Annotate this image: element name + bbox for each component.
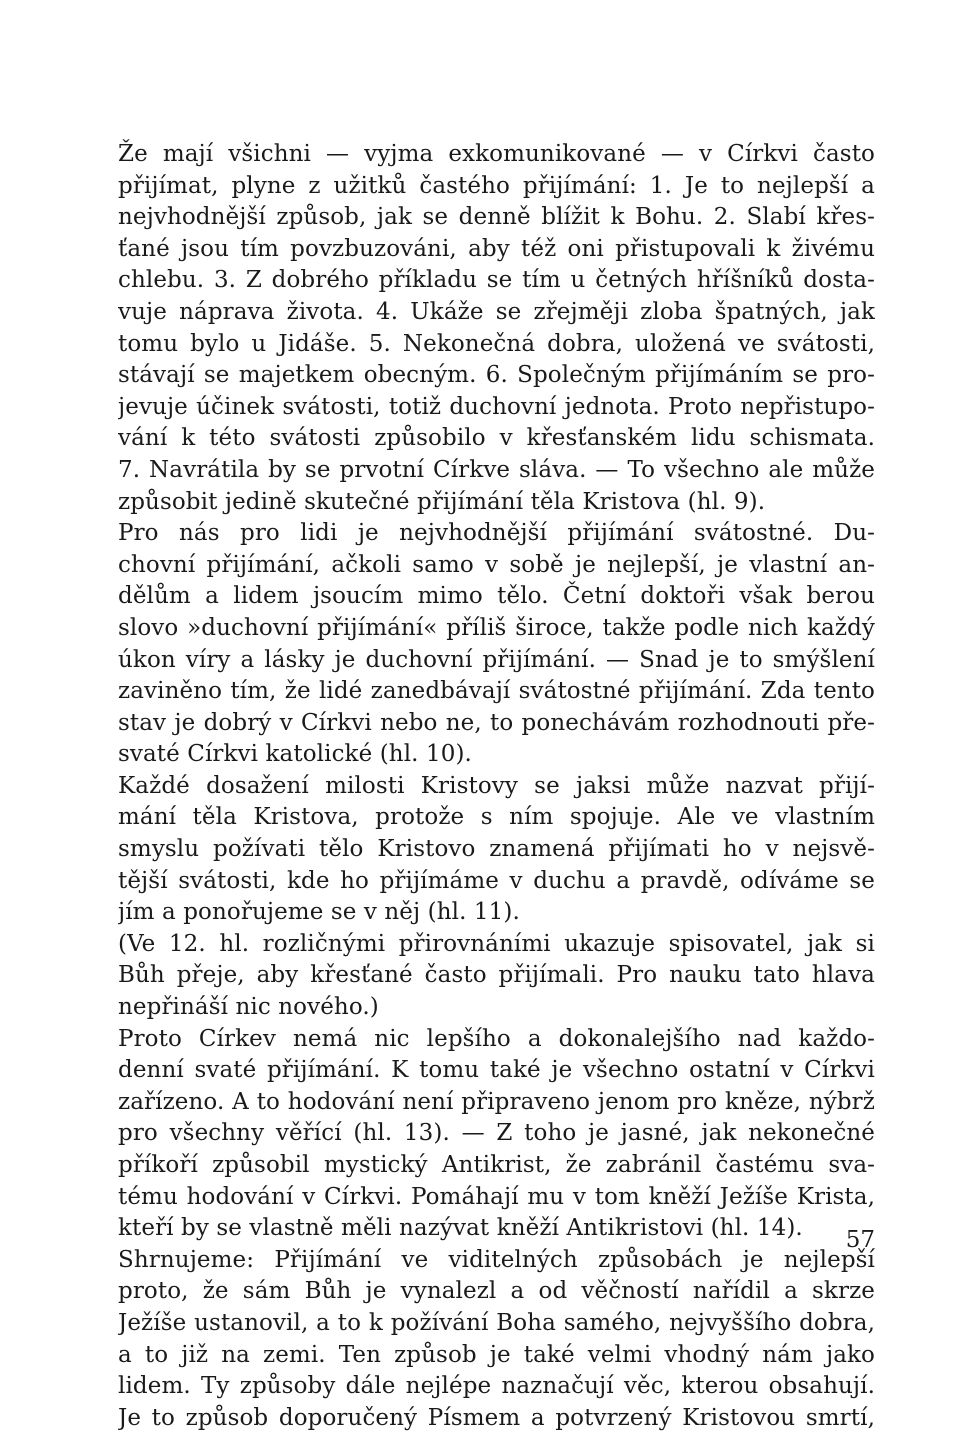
text-line: Ježíše ustanovil, a to k požívání Boha samého, nejvyššího dobra, xyxy=(118,1309,875,1336)
text-line: smyslu požívati tělo Kristovo znamená přijímati ho v nejsvě- xyxy=(118,836,875,863)
text-line: lidem. Ty způsoby dále nejlépe naznačují věc, kterou obsahují. xyxy=(118,1373,875,1400)
text-line: nepřináší nic nového.) xyxy=(118,994,379,1021)
text-line: (Ve 12. hl. rozličnými přirovnáními ukazuje spisovatel, jak si xyxy=(118,930,875,957)
text-line: svaté Církvi katolické (hl. 10). xyxy=(118,741,472,768)
page-number: 57 xyxy=(845,1227,875,1253)
text-line: stav je dobrý v Církvi nebo ne, to ponechávám rozhodnouti pře- xyxy=(118,709,875,736)
text-line: dělům a lidem jsoucím mimo tělo. Četní doktoři však berou xyxy=(118,583,875,610)
text-line: Pro nás pro lidi je nejvhodnější přijímání svátostné. Du- xyxy=(118,520,875,547)
text-line: chlebu. 3. Z dobrého příkladu se tím u četných hříšníků dosta- xyxy=(118,267,875,294)
page-text xyxy=(118,139,875,1434)
text-line: 7. Navrátila by se prvotní Církve sláva. — To všechno ale může xyxy=(118,456,875,483)
text-line: a to již na zemi. Ten způsob je také velmi vhodný nám jako xyxy=(118,1341,875,1368)
text-line: pro všechny věřící (hl. 13). — Z toho je jasné, jak nekonečné xyxy=(118,1120,875,1147)
text-line: přijímat, plyne z užitků častého přijímání: 1. Je to nejlepší a xyxy=(118,172,875,199)
text-line: Proto Církev nemá nic lepšího a dokonalejšího nad každo- xyxy=(118,1025,875,1052)
text-line: způsobit jedině skutečné přijímání těla Kristova (hl. 9). xyxy=(118,488,766,515)
text-line: vuje náprava života. 4. Ukáže se zřejměji zloba špatných, jak xyxy=(118,298,875,325)
text-line: tější svátosti, kde ho přijímáme v duchu a pravdě, odíváme se xyxy=(118,867,875,894)
text-line: Shrnujeme: Přijímání ve viditelných způsobách je nejlepší xyxy=(118,1246,875,1273)
text-line: příkoří způsobil mystický Antikrist, že zabránil častému sva- xyxy=(118,1152,875,1178)
text-line: nejvhodnější způsob, jak se denně blížit k Bohu. 2. Slabí křes- xyxy=(118,204,875,231)
text-line: zaviněno tím, že lidé zanedbávají svátostné přijímání. Zda tento xyxy=(118,678,875,705)
text-line: proto, že sám Bůh je vynalezl a od věčností nařídil a skrze xyxy=(118,1278,875,1305)
text-line: Že mají všichni — vyjma exkomunikované — v Církvi často xyxy=(118,141,875,167)
text-line: jevuje účinek svátosti, totiž duchovní jednota. Proto nepřistupo- xyxy=(118,393,875,420)
text-line: Každé dosažení milosti Kristovy se jaksi může nazvat přijí- xyxy=(118,772,875,799)
text-line: tomu bylo u Jidáše. 5. Nekonečná dobra, uložená ve svátosti, xyxy=(118,330,875,357)
text-line: ťané jsou tím povzbuzováni, aby též oni přistupovali k živému xyxy=(118,235,875,262)
text-line: zařízeno. A to hodování není připraveno jenom pro kněze, nýbrž xyxy=(118,1088,875,1115)
text-line: Je to způsob doporučený Písmem a potvrzený Kristovou smrtí, xyxy=(118,1404,875,1431)
text-line: chovní přijímání, ačkoli samo v sobě je nejlepší, je vlastní an- xyxy=(118,551,875,578)
text-line: stávají se majetkem obecným. 6. Společným přijímáním se pro- xyxy=(118,362,875,389)
text-line: úkon víry a lásky je duchovní přijímání. — Snad je to smýšlení xyxy=(118,646,875,673)
text-line: kteří by se vlastně měli nazývat kněží Antikristovi (hl. 14). xyxy=(118,1215,803,1242)
text-line: mání těla Kristova, protože s ním spojuje. Ale ve vlastním xyxy=(118,804,875,831)
text-line: denní svaté přijímání. K tomu také je všechno ostatní v Církvi xyxy=(118,1057,875,1084)
text-line: jím a ponořujeme se v něj (hl. 11). xyxy=(118,899,520,926)
text-line: vání k této svátosti způsobilo v křesťanském lidu schismata. xyxy=(118,425,875,452)
text-line: Bůh přeje, aby křesťané často přijímali. Pro nauku tato hlava xyxy=(118,962,875,989)
text-line: tému hodování v Církvi. Pomáhají mu v tom kněží Ježíše Krista, xyxy=(118,1183,875,1210)
text-line: slovo »duchovní přijímání« příliš široce, takže podle nich každý xyxy=(118,614,875,641)
